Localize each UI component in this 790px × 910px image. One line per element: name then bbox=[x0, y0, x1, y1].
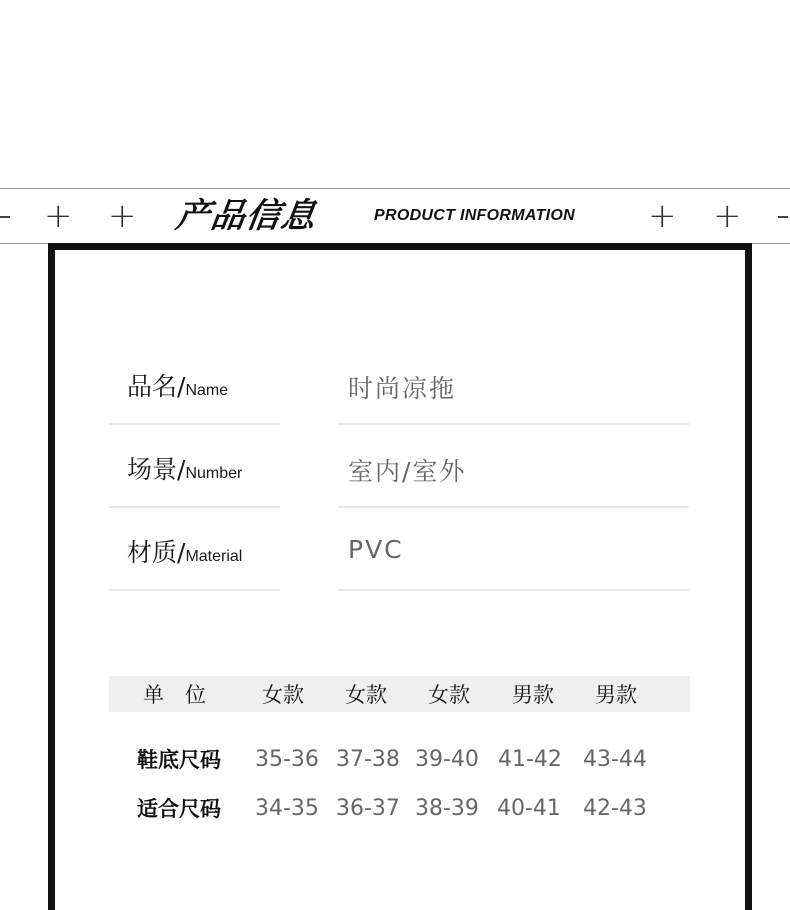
dash-mark-left bbox=[0, 216, 10, 218]
row-label: 鞋底尺码 bbox=[137, 748, 221, 772]
info-value: 时尚凉拖 bbox=[348, 374, 457, 403]
size-value: 40-41 bbox=[497, 796, 561, 821]
dash-mark-right bbox=[778, 216, 788, 218]
size-value: 35-36 bbox=[255, 747, 319, 772]
size-value: 34-35 bbox=[255, 796, 319, 821]
info-label: 材质/Material bbox=[127, 538, 243, 567]
size-value: 41-42 bbox=[498, 747, 562, 772]
section-title: 产品信息 bbox=[173, 196, 319, 236]
info-row-name bbox=[109, 341, 689, 425]
size-value: 42-43 bbox=[583, 796, 647, 821]
table-row bbox=[109, 743, 690, 777]
table-row bbox=[109, 792, 690, 826]
info-label: 品名/Name bbox=[127, 372, 229, 401]
plus-icon: + bbox=[713, 196, 742, 236]
header-cell: 女款 bbox=[262, 683, 304, 707]
header-cell: 女款 bbox=[345, 683, 387, 707]
header-bottom-line bbox=[0, 243, 48, 244]
size-table-header bbox=[109, 676, 690, 712]
header-cell: 男款 bbox=[595, 683, 637, 707]
info-value: 室内/室外 bbox=[348, 457, 467, 486]
row-label: 适合尺码 bbox=[137, 797, 221, 821]
header-top-line bbox=[0, 188, 790, 189]
plus-icon: + bbox=[108, 196, 137, 236]
info-value: PVC bbox=[348, 535, 404, 564]
info-row-material bbox=[109, 507, 689, 591]
plus-icon: + bbox=[44, 196, 73, 236]
header-cell-unit: 单 位 bbox=[143, 683, 206, 707]
size-value: 43-44 bbox=[583, 747, 647, 772]
size-value: 37-38 bbox=[336, 747, 400, 772]
info-label: 场景/Number bbox=[127, 455, 243, 484]
plus-icon: + bbox=[648, 196, 677, 236]
divider bbox=[109, 589, 280, 591]
header-cell: 女款 bbox=[428, 683, 470, 707]
size-value: 36-37 bbox=[336, 796, 400, 821]
size-value: 38-39 bbox=[415, 796, 479, 821]
info-row-scene bbox=[109, 424, 689, 508]
divider bbox=[338, 589, 689, 591]
size-value: 39-40 bbox=[415, 747, 479, 772]
header-cell: 男款 bbox=[512, 683, 554, 707]
section-subtitle: PRODUCT INFORMATION bbox=[374, 207, 575, 224]
